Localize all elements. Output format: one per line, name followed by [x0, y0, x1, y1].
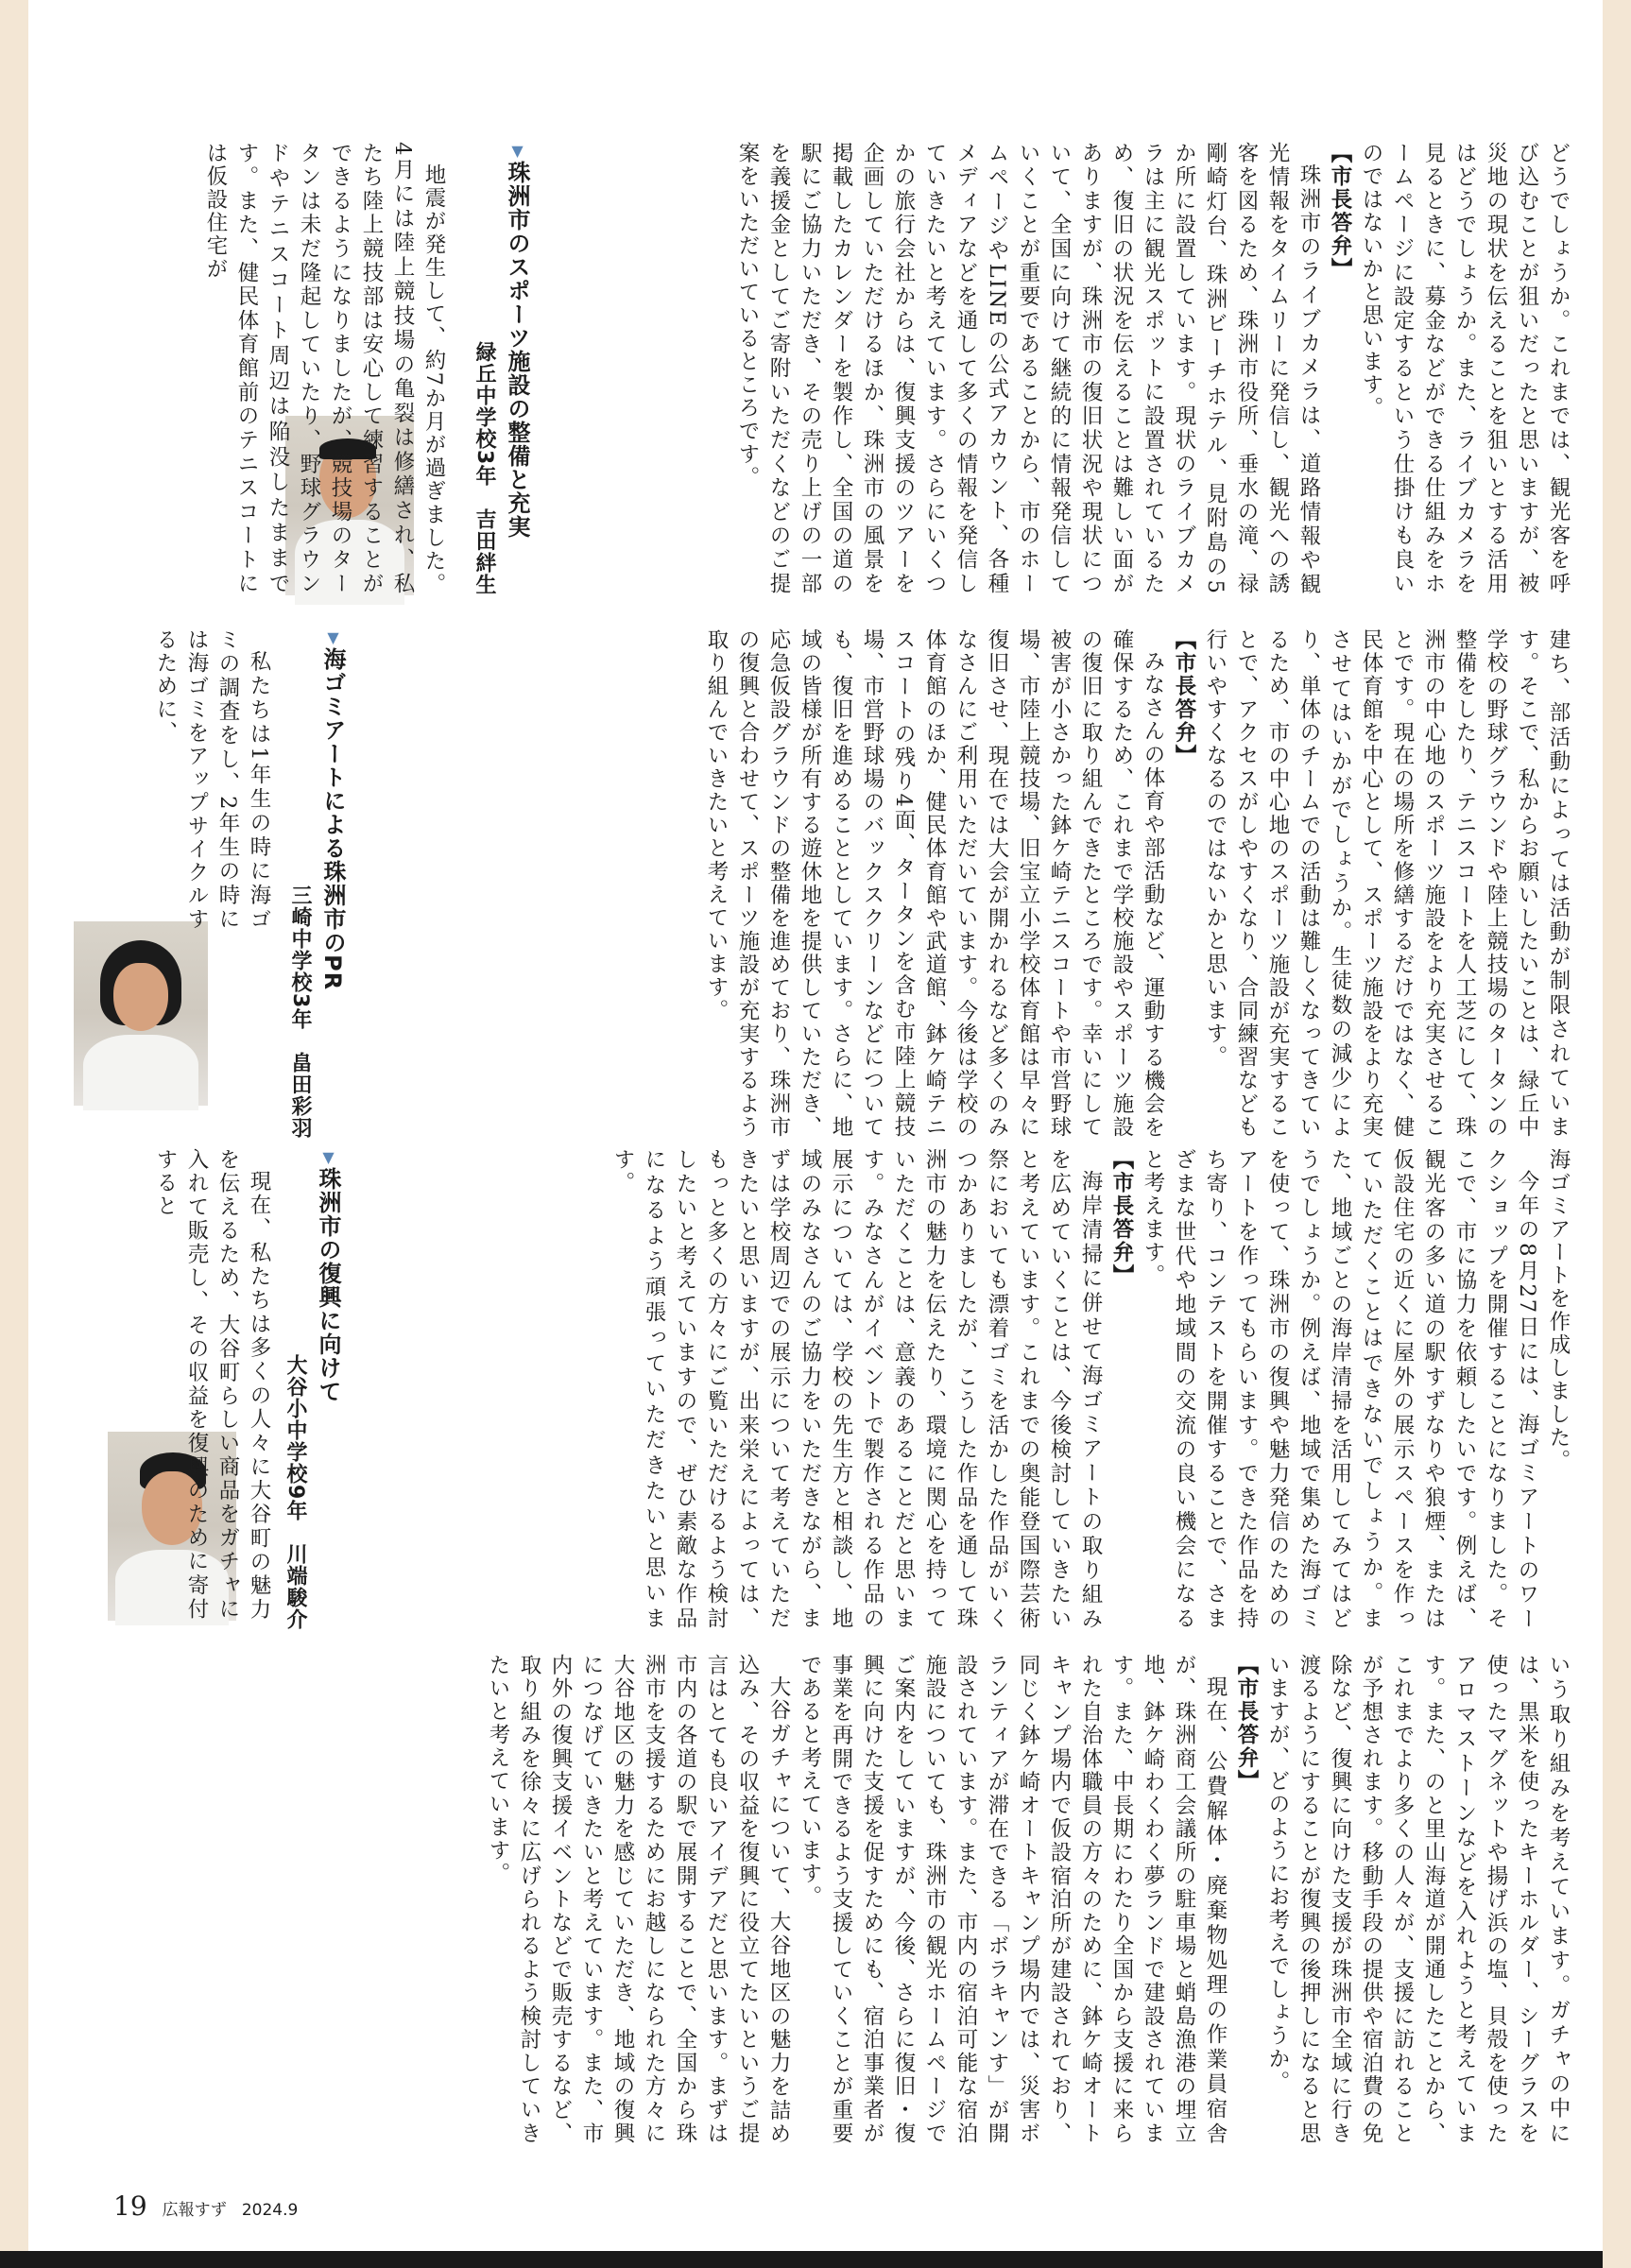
band1-question-body: 地震が発生して、約7か月が過ぎました。4月には陸上競技場の亀裂は修繕され、私たち陸上競技部は安心して練習することができるようになりましたが、競技場のタータンは未だ隆起していたり、野球グラウンドやテニスコート周辺は陥没したままです。また、健民体育館前のテニスコートには仮設住宅が: [203, 142, 446, 595]
mayor-answer-label: 【市長答弁】: [1172, 628, 1196, 767]
band2-right-column: [369, 628, 1573, 1139]
band3-left-column: [94, 1148, 274, 1621]
band3-mayor-answer: 海岸清掃に併せて海ゴミアートの取り組みを広めていくことは、今後検討していきたいと考えています。これまでの奥能登国際芸術祭においても漂着ゴミを活かした作品がいくつかありましたが、こうした作品を通して珠洲市の魅力を伝えたり、環境に関心を持っていただくことは、意義のあることだと思います。みなさんがイベントで製作される作品の展示については、学校の先生方と相談し、地域のみなさんのご協力をいただきながら、まずは学校周辺での展示について考えていただきたいと思いますが、出来栄えによっては、もっと多くの方々にご覧いただけるよう検討したいと考えていますので、ぜひ素敵な作品になるよう頑張っていただきたいと思います。: [610, 1148, 1103, 1631]
triangle-marker-icon: ▼: [324, 628, 342, 647]
band-4: [28, 1654, 1631, 2145]
band-3: [28, 1148, 1631, 1630]
question-title: ▼海ゴミアートによる珠洲市のPR: [319, 628, 346, 991]
band2-question-body: 私たちは1年生の時に海ゴミの調査をし、2年生の時には海ゴミをアップサイクルするために、: [153, 628, 271, 931]
student-byline: 大谷小中学校9年 川端駿介: [283, 1353, 307, 1630]
band3-question-tail: 海ゴミアートを作成しました。: [1546, 1148, 1571, 1472]
student-byline: 緑丘中学校3年 吉田絆生: [472, 340, 496, 595]
band3-header: [279, 1148, 345, 1630]
band2-question-tail: 建ち、部活動によっては活動が制限されています。そこで、私からお願いしたいことは、緑丘中学校の野球グラウンドや陸上競技場のタータンの整備をしたり、テニスコートを人工芝にして、珠洲市の中心地のスポーツ施設をより充実させることです。現在の場所を修繕するだけではなく、健民体育館を中心として、スポーツ施設をより充実させてはいかがでしょうか。生徒数の減少により、単体のチームでの活動は難しくなってきているため、市の中心地のスポーツ施設が充実することで、アクセスがしやすくなり、合同練習なども行いやすくなるのではないかと思います。: [1203, 628, 1571, 1139]
mayor-answer-label: 【市長答弁】: [1234, 1654, 1259, 1793]
band1-right-column: [735, 142, 1573, 595]
band2-left-column: [94, 628, 274, 931]
band1-header: [468, 142, 534, 595]
bottom-rule: [0, 2251, 1603, 2268]
page-number: 19: [113, 2191, 147, 2222]
band1-mayor-answer: 珠洲市のライブカメラは、道路情報や観光情報をタイムリーに発信し、観光への誘客を図るため、珠洲市役所、垂水の滝、禄剛崎灯台、珠洲ビーチホテル、見附島の5か所に設置しています。現状のライブカメラは主に観光スポットに設置されているため、復旧の状況を伝えることは難しい面がありますが、珠洲市の復旧状況や現状について、全国に向けて継続的に情報発信していくことが重要であることから、市のホームページやLINEの公式アカウント、各種メディアなどを通して多くの情報を発信していきたいと考えています。さらにいくつかの旅行会社からは、復興支援のツアーを企画していただけるほか、珠洲市の風景を掲載したカレンダーを製作し、全国の道の駅にご協力いただき、その売り上げの一部を義援金としてご寄附いただくなどのご提案をいただいているところです。: [735, 142, 1321, 595]
issue-date: 2024.9: [241, 2201, 299, 2220]
band4-question-tail: いう取り組みを考えています。ガチャの中には、黒米を使ったキーホルダー、シーグラスを使ったマグネットや揚げ浜の塩、貝殻を使ったアロマストーンなどを入れようと考えています。また、のと里山海道が開通したことから、これまでより多くの人々が、支援に訪れることが予想されます。移動手段の提供や宿泊費の免除など、復興に向けた支援が珠洲市全域に行き渡るようにすることが復興の後押しになると思いますが、どのようにお考えでしょうか。: [1265, 1654, 1571, 2145]
band3-question-body: 今年の8月27日には、海ゴミアートのワークショップを開催することになりました。そこで、市に協力を依頼したいです。例えば、観光客の多い道の駅すずなりや狼煙、または仮設住宅の近くに屋外の展示スペースを作っていただくことはできないでしょうか。また、地域ごとの海岸清掃を活用してみてはどうでしょうか。例えば、地域で集めた海ゴミを使って、珠洲市の復興や魅力発信のためのアートを作ってもらいます。できた作品を持ち寄り、コンテストを開催することで、さまざまな世代や地域間の交流の良い機会になると考えます。: [1141, 1148, 1539, 1631]
student-photo: [74, 921, 208, 1106]
band-1: [28, 142, 1631, 595]
band4-column: [94, 1654, 1573, 2145]
band2-header: [283, 628, 350, 1139]
page-footer: [113, 2191, 298, 2222]
band1-left-column: [94, 142, 449, 595]
band4-mayor-answer: 現在、公費解体・廃棄物処理の作業員宿舎が、珠洲商工会議所の駐車場と蛸島漁港の埋立地、鉢ケ崎わくわく夢ランドで建設されています。また、中長期にわたり全国から支援に来られた自治体職員の方々のために、鉢ケ崎オートキャンプ場内で仮設宿泊所が建設されており、同じく鉢ケ崎オートキャンプ場内では、災害ボランティアが滞在できる「ボラキャンす」が開設されています。また、市内の宿泊可能な宿泊施設についても、珠洲市の観光ホームページでご案内をしていますが、今後、さらに復旧・復興に向けた支援を促すためにも、宿泊事業者が事業を再開できるよう支援していくことが重要であると考えています。: [798, 1654, 1228, 2145]
student-byline: 三崎中学校3年 畠田彩羽: [288, 884, 312, 1139]
triangle-marker-icon: ▼: [319, 1148, 337, 1167]
mayor-answer-label: 【市長答弁】: [1109, 1148, 1134, 1287]
question-title: ▼珠洲市の復興に向けて: [315, 1148, 341, 1403]
page: [28, 0, 1603, 2268]
band3-question-body-left: 現在、私たちは多くの人々に大谷町の魅力を伝えるため、大谷町らしい商品をガチャに入れて販売し、その収益を復興のために寄付すると: [153, 1148, 271, 1621]
band2-mayor-answer: みなさんの体育や部活動など、運動する機会を確保するため、これまで学校施設やスポーツ施設の復旧に取り組んできたところです。幸いにして被害が小さかった鉢ケ崎テニスコートや市営野球場、市陸上競技場、旧宝立小学校体育館は早々に復旧させ、現在では大会が開かれるなど多くのみなさんにご利用いただいています。今後は学校の体育館のほか、健民体育館や武道館、鉢ケ崎テニスコートの残り4面、タータンを含む市陸上競技場、市営野球場のバックスクリーンなどについても、復旧を進めることとしています。さらに、地域の皆様が所有する遊休地を提供していただき、応急仮設グラウンドの整備を進めており、珠洲市の復興と合わせて、スポーツ施設が充実するよう取り組んでいきたいと考えています。: [704, 628, 1165, 1139]
question-title: ▼珠洲市のスポーツ施設の整備と充実: [504, 142, 530, 539]
band1-question-tail: どうでしょうか。これまでは、観光客を呼び込むことが狙いだったと思いますが、被災地の現状を伝えることを狙いとする活用はどうでしょうか。また、ライブカメラを見るときに、募金などができる仕組みをホームページに設定するという仕掛けも良いのではないかと思います。: [1359, 142, 1571, 595]
publication-name: 広報すず: [162, 2201, 227, 2220]
band4-mayor-answer-2: 大谷ガチャについて、大谷地区の魅力を詰め込み、その収益を復興に役立てたいというご提言はとても良いアイデアだと思います。まずは市内の各道の駅で展開することで、全国から珠洲市を支援するためにお越しになられた方々に大谷地区の魅力を感じていただき、地域の復興につなげていきたいと考えています。また、市内外の復興支援イベントなどで販売するなど、取り組みを徐々に広げられるよう検討していきたいと考えています。: [486, 1654, 791, 2146]
band-2: [28, 628, 1631, 1139]
mayor-answer-label: 【市長答弁】: [1328, 142, 1352, 281]
triangle-marker-icon: ▼: [508, 142, 526, 161]
band3-right-column: [359, 1148, 1573, 1630]
